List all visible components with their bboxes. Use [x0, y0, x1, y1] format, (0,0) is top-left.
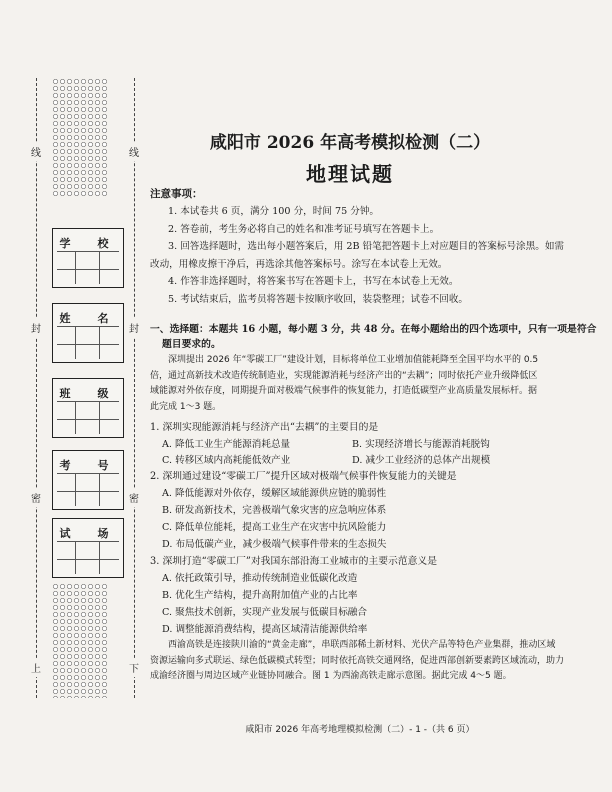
notice-item: 3. 回答选择题时，选出每小题答案后，用 2B 铅笔把答题卡上对应题目的答案标号涂黑。如需	[168, 241, 565, 252]
page-footer: 咸阳市 2026 年高考地理模拟检测（二）- 1 -（共 6 页）	[245, 725, 475, 735]
question-3-stem: 3. 深圳打造“零碳工厂”对我国东部沿海工业城市的主要示范意义是	[150, 556, 437, 567]
question-1-option-b[interactable]: B. 实现经济增长与能源消耗脱钩	[352, 439, 490, 450]
notice-item-continued: 改动，用橡皮擦干净后，再选涂其他答案标号。涂写在本试卷上无效。	[150, 258, 448, 270]
subject-title: 地理试题	[306, 162, 394, 186]
exam-room-label: 试 场	[59, 527, 117, 540]
exam-room-field[interactable]	[52, 518, 124, 578]
question-3-option-b[interactable]: B. 优化生产结构，提升高附加值产业的占比率	[162, 590, 358, 601]
seal-char-feng-right: 封	[129, 318, 139, 337]
question-1-option-c[interactable]: C. 转移区域内高耗能低效产业	[162, 455, 291, 466]
seal-line-left	[36, 78, 37, 698]
binding-margin	[22, 78, 142, 698]
question-3-option-a[interactable]: A. 依托政策引导，推动传统制造业低碳化改造	[162, 573, 358, 584]
notice-item: 1. 本试卷共 6 页，满分 100 分，时间 75 分钟。	[168, 206, 380, 217]
notice-item: 4. 作答非选择题时，将答案书写在答题卡上，书写在本试卷上无效。	[168, 276, 459, 287]
question-2-option-b[interactable]: B. 研发高新技术，完善极端气象灾害的应急响应体系	[162, 505, 387, 516]
exam-title: 咸阳市 2026 年高考模拟检测（二）	[209, 133, 491, 153]
notice-item: 5. 考试结束后，监考员将答题卡按顺序收回，装袋整理；试卷不回收。	[168, 293, 469, 305]
dot-pattern-top	[52, 78, 108, 196]
question-1-option-d[interactable]: D. 减少工业经济的总体产出规模	[352, 455, 491, 466]
seal-char-xian: 线	[31, 142, 41, 161]
class-field[interactable]	[52, 378, 124, 438]
question-2-stem: 2. 深圳通过建设“零碳工厂”提升区域对极端气候事件恢复能力的关键是	[150, 471, 457, 482]
name-label: 姓 名	[59, 312, 117, 325]
material-line: 此完成 1～3 题。	[150, 401, 222, 412]
section-heading-line1: 一、选择题：本题共 16 小题，每小题 3 分，共 48 分。在每小题给出的四个选项中，只有一项是符合	[150, 324, 597, 335]
material-line: 倍，通过高新技术改造传统制造业，实现能源消耗与经济产出的“去耦”；同时依托产业升级降低区	[150, 370, 538, 381]
section-heading	[150, 322, 597, 352]
material-line: 西渝高铁是连接陕川渝的“黄金走廊”，串联西部稀土新材料、光伏产品等特色产业集群，推动区域	[168, 640, 556, 650]
material-line: 资源运输向多式联运、绿色低碳模式转型；同时依托高铁交通网络，促进西部创新要素跨区域流动，助力	[150, 655, 565, 666]
question-3-option-d[interactable]: D. 调整能源消费结构，提高区域清洁能源供给率	[162, 624, 368, 635]
material-line: 成渝经济圈与周边区域产业链协同融合。图 1 为西渝高铁走廊示意图。据此完成 4～5 题。	[150, 671, 512, 681]
school-label: 学 校	[59, 237, 117, 250]
seal-char-xia: 下	[129, 658, 139, 677]
seal-char-mi-right: 密	[129, 488, 139, 507]
material-line: 域能源对外依存度，同期提升面对极端气候事件的恢复能力，打造低碳型产业高质量发展标杆。据	[150, 386, 538, 396]
question-1-stem: 1. 深圳实现能源消耗与经济产出“去耦”的主要目的是	[150, 422, 379, 433]
seal-line-right	[134, 78, 135, 698]
seal-char-xian-right: 线	[129, 142, 139, 161]
seal-char-mi: 密	[31, 488, 41, 507]
material-passage-2	[150, 638, 568, 685]
question-3-option-c[interactable]: C. 聚焦技术创新，实现产业发展与低碳目标融合	[162, 607, 367, 618]
exam-number-field[interactable]	[52, 450, 124, 510]
question-2-option-d[interactable]: D. 布局低碳产业，减少极端气候事件带来的生态损失	[162, 539, 387, 550]
notice-list	[150, 203, 568, 308]
class-label: 班 级	[59, 387, 117, 400]
section-heading-line2: 题目要求的。	[162, 339, 221, 350]
exam-number-label: 考 号	[59, 459, 117, 472]
seal-char-feng: 封	[31, 318, 41, 337]
seal-char-shang: 上	[31, 658, 41, 677]
notice-item: 2. 答卷前，考生务必将自己的姓名和准考证号填写在答题卡上。	[168, 223, 440, 235]
name-field[interactable]	[52, 303, 124, 363]
material-line: 深圳提出 2026 年“零碳工厂”建设计划，目标将单位工业增加值能耗降至全国平均水平的 0.5	[168, 355, 539, 365]
school-field[interactable]	[52, 228, 124, 288]
material-passage-1	[150, 353, 568, 415]
question-2-option-a[interactable]: A. 降低能源对外依存，缓解区域能源供应链的脆弱性	[162, 488, 387, 499]
notice-heading: 注意事项：	[150, 188, 203, 200]
dot-pattern-bottom	[52, 583, 108, 698]
question-2-option-c[interactable]: C. 降低单位能耗，提高工业生产在灾害中抗风险能力	[162, 522, 387, 533]
question-1-option-a[interactable]: A. 降低工业生产能源消耗总量	[162, 439, 291, 450]
